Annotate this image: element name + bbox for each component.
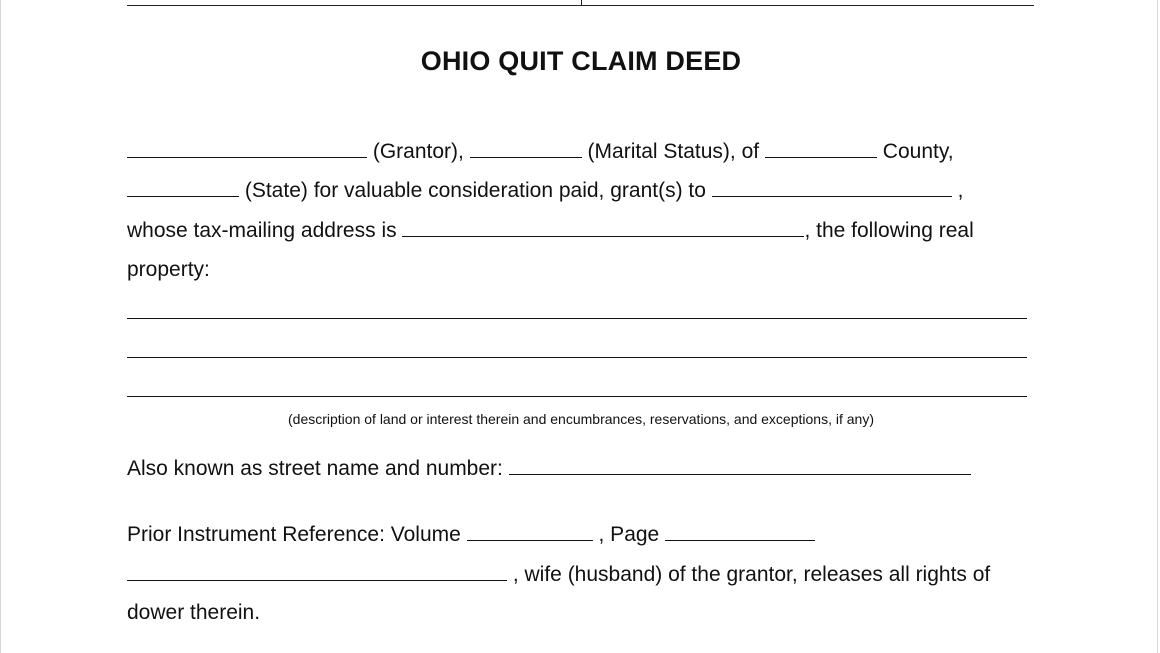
street-blank[interactable] (509, 454, 971, 475)
address-suffix: , the following real (804, 219, 974, 242)
county-blank[interactable] (765, 137, 877, 158)
state-blank[interactable] (127, 176, 239, 197)
top-rule-right (581, 5, 1034, 6)
description-line-3[interactable] (127, 396, 1027, 397)
description-caption: (description of land or interest therein and encumbrances, reservations, and exceptions, if any) (288, 411, 874, 427)
top-rule-left (127, 5, 581, 6)
marital-status-blank[interactable] (470, 137, 582, 158)
address-label: whose tax-mailing address is (127, 219, 397, 242)
street-label: Also known as street name and number: (127, 457, 503, 480)
dower-line (127, 560, 990, 588)
document-title: OHIO QUIT CLAIM DEED (420, 46, 742, 76)
marital-status-label: (Marital Status), of (587, 140, 760, 163)
grantor-name-blank[interactable] (127, 137, 367, 158)
volume-blank[interactable] (467, 520, 593, 541)
top-divider (581, 0, 582, 6)
prior-page-label: , Page (598, 523, 660, 546)
property-label: property: (127, 258, 210, 281)
dower-label: , wife (husband) of the grantor, releases all rights of (512, 563, 991, 586)
grantee-comma: , (957, 179, 964, 202)
grantor-label: (Grantor), (372, 140, 464, 163)
grantee-blank[interactable] (712, 176, 952, 197)
prior-instrument-line (127, 520, 815, 548)
description-line-1[interactable] (127, 318, 1027, 319)
spouse-name-blank[interactable] (127, 560, 507, 581)
page-blank[interactable] (665, 520, 815, 541)
address-line (127, 216, 974, 244)
street-line (127, 454, 971, 482)
grantor-line (127, 137, 954, 165)
state-label: (State) for valuable consideration paid, grant(s) to (244, 179, 706, 202)
description-line-2[interactable] (127, 357, 1027, 358)
county-label: County, (882, 140, 954, 163)
state-line (127, 176, 963, 204)
dower-end: dower therein. (127, 601, 261, 624)
tax-mailing-address-blank[interactable] (402, 216, 804, 237)
prior-volume-label: Prior Instrument Reference: Volume (127, 523, 461, 546)
